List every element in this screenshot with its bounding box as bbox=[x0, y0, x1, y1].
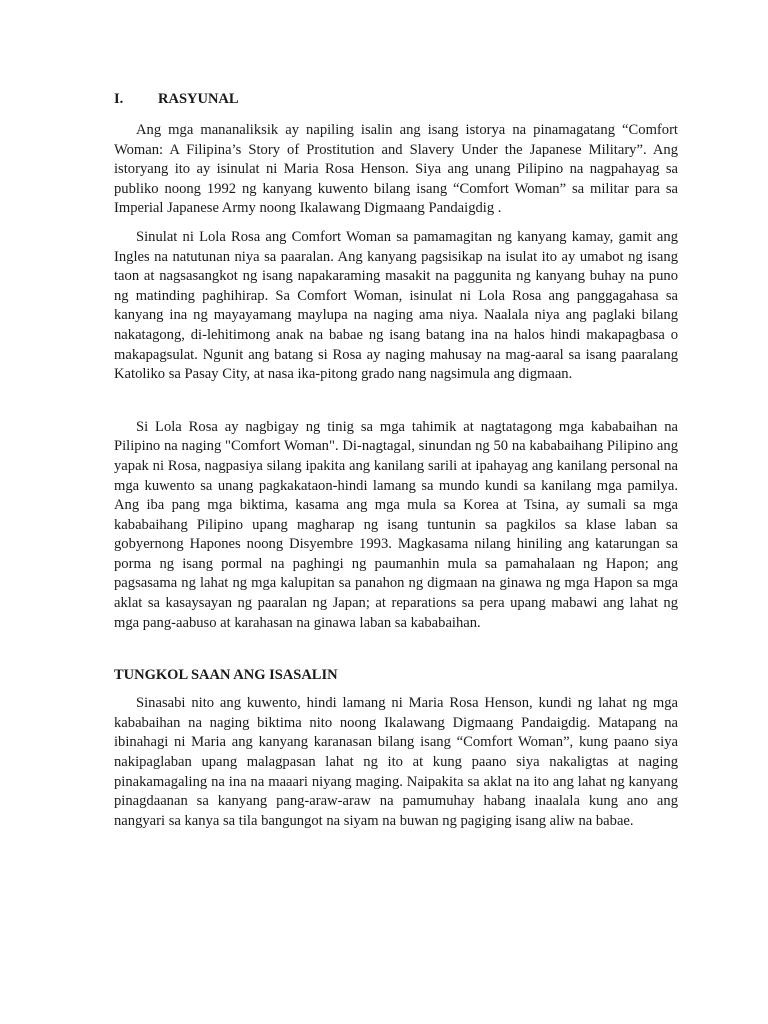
section-heading-tungkol: TUNGKOL SAAN ANG ISASALIN bbox=[114, 667, 338, 684]
section-title: RASYUNAL bbox=[158, 91, 239, 107]
paragraph-rasyunal-3: Si Lola Rosa ay nagbigay ng tinig sa mga tahimik at nagtatagong mga kababaihan na Pilipino na naging "Comfort Woman". Di-nagtagal, sinundan ng 50 na kababaihang Pilipino ang yapak ni Rosa, nagpasiya silang ipakita ang kanilang sarili at ipahayag ang kanilang personal na mga kuwento sa unang pagkakataon-hindi lamang sa mundo kundi sa kanilang mga pamilya. Ang iba pang mga biktima, kasama ang mga mula sa Korea at Tsina, ay sumali sa mga kababaihang Pilipino upang magharap ng isang tuntunin sa pagkilos sa klase laban sa gobyernong Hapones noong Disyembre 1993. Magkasama nilang hiniling ang katarungan sa porma ng isang pormal na paghingi ng paumanhin mula sa pamahalaan ng Hapon; ang pagsasama ng lahat ng mga kalupitan sa panahon ng digmaan na ginawa ng mga Hapon sa mga aklat sa kasaysayan ng paaralan ng Japan; at reparations sa pera upang mabawi ang lahat ng mga pang-aabuso at karahasan na ginawa laban sa kababaihan. bbox=[114, 418, 678, 631]
document-page bbox=[114, 88, 678, 831]
paragraph-tungkol-1: Sinasabi nito ang kuwento, hindi lamang ni Maria Rosa Henson, kundi ng lahat ng mga kababaihan na naging biktima nito noong Ikalawang Digmaang Pandaigdig. Matapang na ibinahagi ni Maria ang kanyang karanasan bilang isang “Comfort Woman”, kung paano siya nakipaglaban upang malagpasan lahat ng ito at kung paano siya nakaligtas at naging pinakamagaling na ina na maaari niyang maging. Naipakita sa aklat na ito ang lahat ng kanyang pinagdaanan sa kanyang pang-araw-araw na pamumuhay habang inaalala kung ano ang nangyari sa kanya sa tila bangungot na siyam na buwan ng pagiging isang aliw na babae. bbox=[114, 695, 678, 829]
paragraph-rasyunal-2: Sinulat ni Lola Rosa ang Comfort Woman sa pamamagitan ng kanyang kamay, gamit ang Ingles na natutunan niya sa paaralan. Ang kanyang pagsisikap na isulat ito ay umabot ng isang taon at nagsasangkot ng isang napakaraming masakit na paggunita ng kanyang buhay na puno ng matinding paghihirap. Sa Comfort Woman, isinulat ni Lola Rosa ang panggagahasa sa kanyang ina ng mayayamang maylupa na naging ama niya. Naalala niya ang paglaki bilang nakatagong, di-lehitimong anak na babae ng isang batang ina na halos hindi makapagbasa o makapagsulat. Ngunit ang batang si Rosa ay naging mahusay na mag-aaral sa isang paaralang Katoliko sa Pasay City, at nasa ika-pitong grado nang nagsimula ang digmaan. bbox=[114, 228, 678, 383]
section-number: I. bbox=[114, 91, 124, 107]
paragraph-rasyunal-1: Ang mga mananaliksik ay napiling isalin ang isang istorya na pinamagatang “Comfort Woman: A Filipina’s Story of Prostitution and Slavery Under the Japanese Military”. Ang istoryang ito ay isinulat ni Maria Rosa Henson. Siya ang unang Pilipino na nagpahayag sa publiko noong 1992 ng kanyang kuwento bilang isang “Comfort Woman” sa militar para sa Imperial Japanese Army noong Ikalawang Digmaang Pandaigdig . bbox=[114, 122, 678, 217]
section-heading-rasyunal bbox=[114, 88, 678, 110]
